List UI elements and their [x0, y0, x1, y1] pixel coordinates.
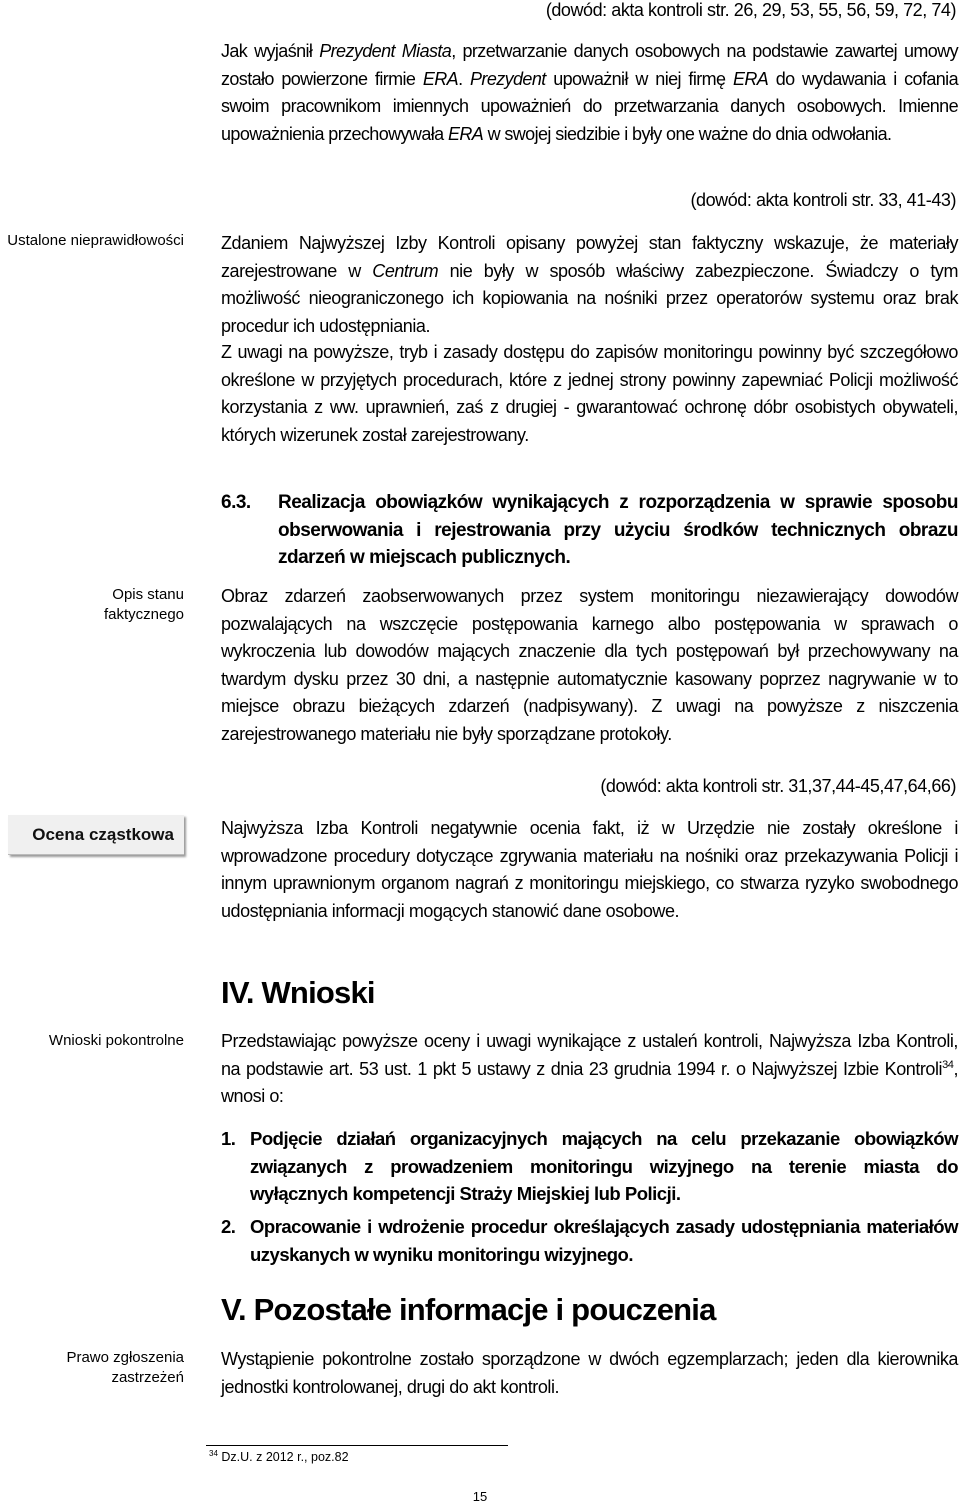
paragraph-uwagi: Z uwagi na powyższe, tryb i zasady dostępu do zapisów monitoringu powinny być szczegółowo określone w przyjętych procedurach, które z jednej strony powinny zapewniać Policji możliwość korzystania z ww. uprawnień, zaś z drugiej - gwarantować ochronę dóbr osobistych obywateli, których wizerunek został zarejestrowany.: [221, 342, 958, 445]
sidebar-label-ocena: Ocena cząstkowa: [8, 815, 184, 855]
evidence-ref: (dowód: akta kontroli str. 26, 29, 53, 55, 56, 59, 72, 74): [545, 0, 956, 20]
paragraph-nik: Najwyższa Izba Kontroli negatywnie ocenia fakt, iż w Urzędzie nie zostały określone i wprowadzone procedury dotyczące zgrywania materiału na nośniki oraz przekazywania Policji i innym uprawnionym organom nagrań z monitoringu miejskiego, co stwarza ryzyko swobodnego udostępniania informacji mogących stanowić dane osobowe.: [221, 818, 958, 921]
paragraph-wnioski: Przedstawiając powyższe oceny i uwagi wynikające z ustaleń kontroli, Najwyższa Izba Kontroli, na podstawie art. 53 ust. 1 pkt 5 ustawy z dnia 23 grudnia 1994 r. o Najwyższej Izbie Kontroli$^{34}$, wnosi o:: [221, 1031, 958, 1106]
heading-iv: IV. Wnioski: [221, 975, 375, 1010]
page-number: 15: [472, 1489, 488, 1504]
heading-v: V. Pozostałe informacje i pouczenia: [221, 1292, 716, 1327]
paragraph-obraz: Obraz zdarzeń zaobserwowanych przez system monitoringu niezawierający dowodów pozwalających na wszczęcie postępowania karnego albo postępowania w sprawach o wykroczenia lub dowodów mających znaczenie dla tych postępowań był przechowywany na twardym dysku przez 30 dni, a następnie automatycznie kasowany poprzez nagrywanie w to miejsce obrazu bieżących zdarzeń (nadpisywany). Z uwagi na powyższe z niszczenia zarejestrowanego materiału nie były sporządzane protokoły.: [221, 586, 958, 744]
sidebar-label-wnioski: Wnioski pokontrolne: [48, 1032, 184, 1049]
paragraph-v: Wystąpienie pokontrolne zostało sporządzone w dwóch egzemplarzach; jeden dla kierownika jednostki kontrolowanej, drugi do akt kontroli.: [221, 1349, 958, 1397]
sidebar-label-ustalone: Ustalone nieprawidłowości: [7, 232, 184, 249]
sidebar-label-opis: Opis stanu faktycznego: [103, 586, 184, 623]
paragraph-era: Jak wyjaśnił Prezydent Miasta, przetwarzanie danych osobowych na podstawie zawartej umowy zostało powierzone firmie ERA. Prezydent upoważnił w niej firmę ERA do wydawania i cofania swoim pracownikom imiennych upoważnień do przetwarzania danych osobowych. Imienne upoważnienia przechowywała ERA w swojej siedzibie i były one ważne do dnia odwołania.: [221, 41, 958, 144]
footnote-ref: 34: [942, 1058, 954, 1071]
paragraph-zdaniem: Zdaniem Najwyższej Izby Kontroli opisany powyżej stan faktyczny wskazuje, że materiały zarejestrowane w Centrum nie były w sposób właściwy zabezpieczone. Świadczy o tym możliwość nieograniczonego ich kopiowania na nośniki przez operatorów systemu oraz brak procedur ich udostępniania.: [221, 233, 958, 336]
footnote: $^{34}$ Dz.U. z 2012 r., poz.82: [209, 1448, 349, 1464]
section-number: 6.3.: [221, 492, 251, 513]
sidebar-label-prawo: Prawo zgłoszenia zastrzeżeń: [66, 1349, 184, 1386]
evidence-ref: (dowód: akta kontroli str. 31,37,44-45,47,64,66): [600, 776, 956, 796]
section-title: Realizacja obowiązków wynikających z rozporządzenia w sprawie sposobu obserwowania i rejestrowania przy użyciu środków technicznych obrazu zdarzeń w miejscach publicznych.: [278, 492, 958, 568]
evidence-ref: (dowód: akta kontroli str. 33, 41-43): [690, 190, 956, 210]
footnote-separator: [206, 1445, 508, 1446]
